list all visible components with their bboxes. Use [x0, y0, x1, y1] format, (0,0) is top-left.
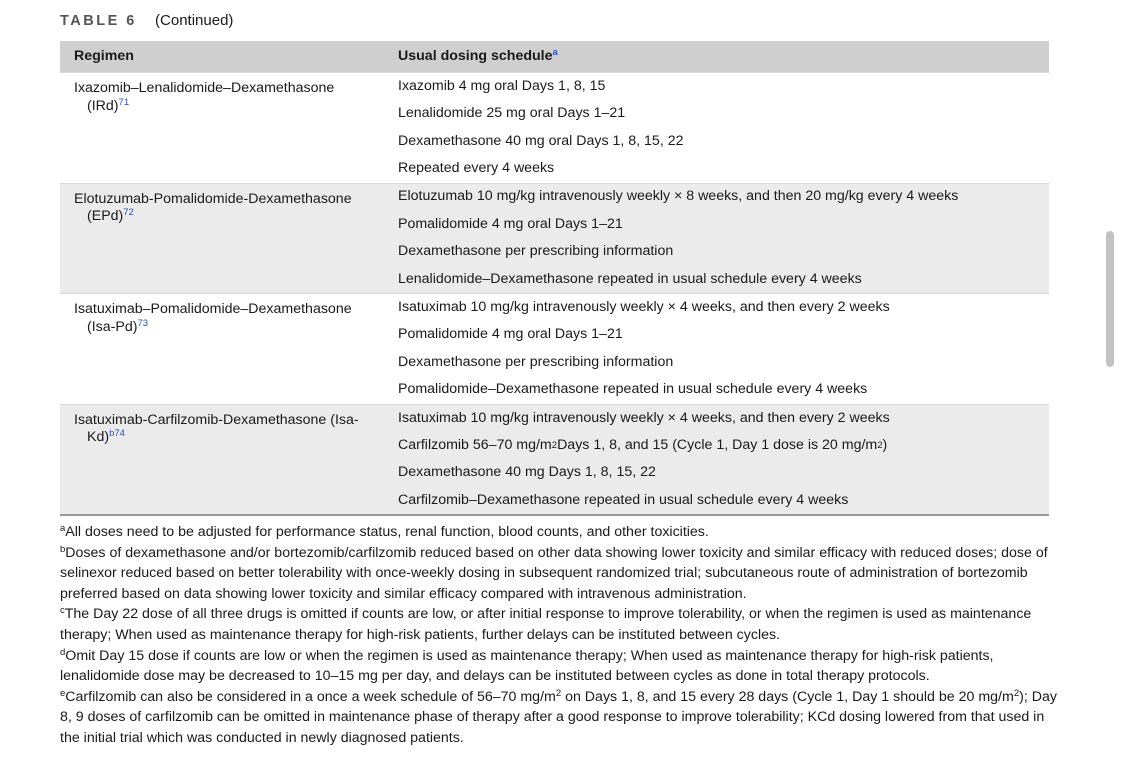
table-row-ird: [60, 73, 1049, 184]
table-row-isa-kd: [60, 404, 1049, 515]
dose-line: Dexamethasone per prescribing information: [398, 353, 674, 370]
dose-line: Ixazomib 4 mg oral Days 1, 8, 15: [398, 77, 606, 94]
reference-number: 74: [114, 428, 125, 440]
footnote-text: ); Day 8, 9 doses of carfilzomib can be omitted in maintenance phase of therapy after a good response to improve tolerability; KCd dosing lowered from that used in the initial trial which was conducted in newly diagnosed patients.: [60, 688, 1057, 746]
dose-line: Isatuximab 10 mg/kg intravenously weekly × 4 weeks, and then every 2 weeks: [398, 298, 890, 315]
reference-link[interactable]: [109, 428, 125, 439]
footnote-text: The Day 22 dose of all three drugs is omitted if counts are low, or after initial response to improve tolerability, or when the regimen is used as maintenance therapy; When used as maintenance therapy for high-risk patients, further delays can be instituted between cycles.: [60, 606, 1032, 643]
header-regimen: Regimen: [60, 41, 398, 73]
regimen-abbrev-line: [74, 319, 398, 337]
dose-line: Pomalidomide 4 mg oral Days 1–21: [398, 215, 623, 232]
regimen-name: Ixazomib–Lenalidomide–Dexamethasone: [74, 80, 335, 96]
dose-line: Dexamethasone 40 mg Days 1, 8, 15, 22: [398, 464, 656, 481]
footnote-mark: c: [60, 605, 65, 617]
regimen-cell: [60, 404, 398, 515]
table-caption: [60, 12, 233, 29]
reference-link[interactable]: 71: [118, 96, 130, 108]
footnote-e: [60, 687, 1060, 749]
table-footnotes: [60, 522, 1060, 749]
regimen-name: Elotuzumab-Pomalidomide-Dexamethasone: [74, 190, 352, 207]
vertical-scrollbar[interactable]: [1106, 231, 1114, 367]
dosing-table: [60, 41, 1049, 516]
footnote-mark: d: [60, 646, 66, 658]
dose-line: Dexamethasone per prescribing information: [398, 243, 674, 260]
dose-line: Elotuzumab 10 mg/kg intravenously weekly × 8 weeks, and then 20 mg/kg every 4 weeks: [398, 188, 959, 205]
dosing-cell: [398, 183, 1049, 294]
table-header-row: [60, 41, 1049, 73]
footnote-b: [60, 543, 1060, 605]
dose-line: Isatuximab 10 mg/kg intravenously weekly × 4 weeks, and then every 2 weeks: [398, 409, 890, 426]
footnote-mark: a: [60, 523, 66, 534]
dosing-cell: [398, 73, 1049, 184]
table-row-isa-pd: [60, 294, 1049, 405]
table-label: TABLE 6: [60, 13, 137, 29]
dose-line: Pomalidomide–Dexamethasone repeated in usual schedule every 4 weeks: [398, 381, 868, 398]
regimen-abbrev-line: [74, 98, 398, 116]
dose-line: Carfilzomib–Dexamethasone repeated in usual schedule every 4 weeks: [398, 491, 849, 508]
footnote-link-a[interactable]: a: [552, 46, 558, 58]
footnote-mark: e: [60, 687, 66, 699]
footnote-text: Carfilzomib can also be considered in a once a week schedule of 56–70 mg/m: [65, 688, 556, 705]
dosing-cell: [398, 294, 1049, 405]
dose-text: Days 1, 8, and 15 (Cycle 1, Day 1 dose is 20 mg/m: [557, 436, 878, 453]
footnote-text: on Days 1, 8, and 15 every 28 days (Cycle 1, Day 1 should be 20 mg/m: [561, 688, 1014, 705]
footnote-mark: b: [60, 543, 66, 555]
regimen-abbrev-line: [74, 208, 398, 226]
footnote-text: Omit Day 15 dose if counts are low or when the regimen is used as maintenance therapy; When used as maintenance therapy for high-risk patients, lenalidomide dose may be decreased to 10–15 mg per day, and delays can be instituted between cycles as done in total therapy protocols.: [60, 647, 994, 685]
header-schedule: [398, 41, 1049, 73]
regimen-abbrev: Kd): [87, 429, 110, 446]
dose-line-carfilzomib: Carfilzomib 56–70 mg/m 2 Days 1, 8, and 15 (Cycle 1, Day 1 dose is 20 mg/m 2 ): [398, 436, 888, 453]
dosing-cell: [398, 404, 1049, 515]
regimen-abbrev: (IRd): [87, 97, 119, 114]
regimen-cell: [60, 73, 398, 184]
regimen-abbrev-line: [74, 429, 398, 447]
footnote-letter: b: [109, 428, 115, 440]
footnote-c: [60, 604, 1060, 645]
regimen-abbrev: (Isa-Pd): [87, 318, 138, 335]
reference-link[interactable]: 73: [137, 317, 149, 329]
superscript: 2: [555, 687, 562, 699]
regimen-cell: [60, 294, 398, 405]
footnote-text: All doses need to be adjusted for performance status, renal function, blood counts, and other toxicities.: [65, 524, 709, 540]
regimen-abbrev: (EPd): [87, 208, 124, 225]
footnote-d: [60, 646, 1060, 687]
dose-line: Pomalidomide 4 mg oral Days 1–21: [398, 326, 623, 343]
regimen-name: Isatuximab-Carfilzomib-Dexamethasone (Isa-: [74, 411, 359, 428]
regimen-name: Isatuximab–Pomalidomide–Dexamethasone: [74, 301, 352, 318]
dose-text: ): [882, 436, 888, 453]
dose-line: Repeated every 4 weeks: [398, 159, 555, 176]
table-row-epd: [60, 183, 1049, 294]
footnote-text: Doses of dexamethasone and/or bortezomib/carfilzomib reduced based on other data showing lower toxicity and similar efficacy with reduced doses; dose of selinexor reduced based on better tolerability with once-weekly dosing in subsequent randomized trial; subcutaneous route of administration of bortezomib preferred based on data showing lower toxicity and similar efficacy compared with intravenous administration.: [60, 544, 1048, 602]
header-schedule-text: Usual dosing schedule: [398, 47, 553, 64]
dose-line: Lenalidomide 25 mg oral Days 1–21: [398, 105, 626, 122]
reference-link[interactable]: 72: [123, 207, 134, 219]
footnote-a: [60, 522, 1060, 543]
dose-text: Carfilzomib 56–70 mg/m: [398, 436, 552, 453]
dose-line: Lenalidomide–Dexamethasone repeated in usual schedule every 4 weeks: [398, 270, 862, 287]
table-continued: (Continued): [155, 12, 234, 29]
superscript: 2: [1013, 687, 1020, 699]
dose-line: Dexamethasone 40 mg oral Days 1, 8, 15, 22: [398, 132, 684, 149]
regimen-cell: [60, 183, 398, 294]
